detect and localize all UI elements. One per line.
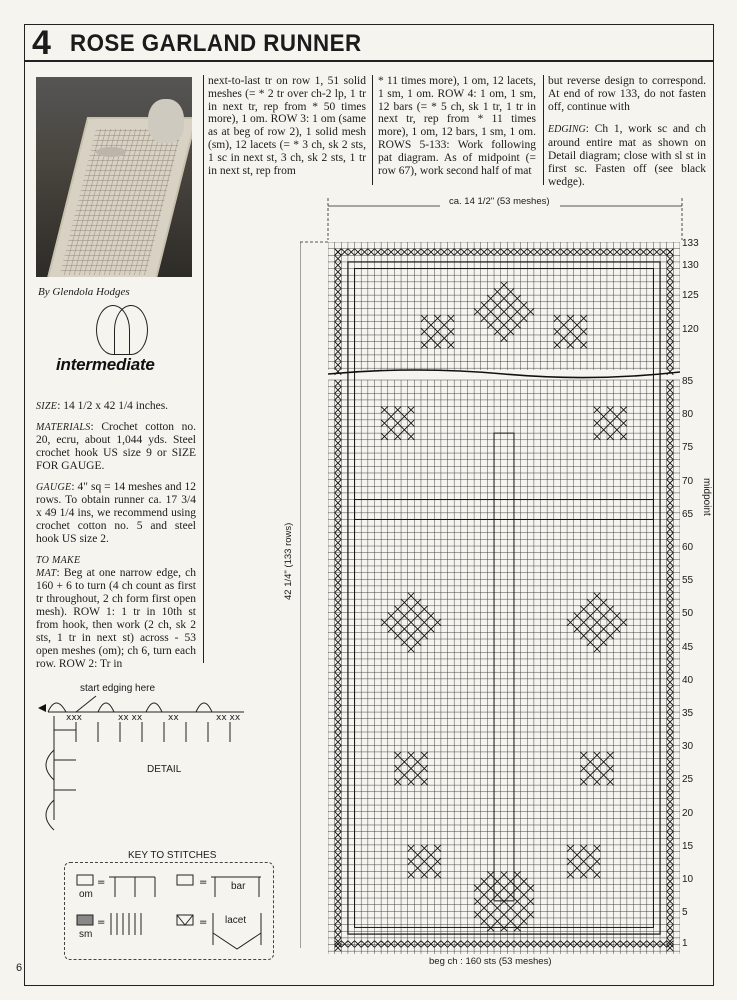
key-title: KEY TO STITCHES <box>128 850 217 861</box>
column-divider <box>543 75 544 185</box>
skill-level: intermediate <box>56 355 155 374</box>
row-label: 80 <box>682 409 694 421</box>
photo-teapot <box>148 99 184 143</box>
row-label: 130 <box>682 260 699 271</box>
chart-width-label: ca. 14 1/2" (53 meshes) <box>445 196 554 207</box>
row-label: 40 <box>682 674 694 686</box>
page-number: 6 <box>16 962 23 974</box>
detail-label: DETAIL <box>147 764 182 775</box>
runner-photo <box>36 77 192 277</box>
row-label: 1 <box>682 938 688 949</box>
row-label: 65 <box>682 508 694 520</box>
instructions-column-2: next-to-last tr on row 1, 51 solid meshes (= * 2 tr over ch-2 lp, 1 tr in next tr, rep from * 50 times more), 1 om. ROW 3: 1 om (same as at beg of row 2), 1 solid mesh (sm), 12 lacets (= * 3 ch, sk 2 sts, 1 sc in next st, 3 ch, sk 2 sts, 1 tr in next st, rep from <box>208 75 366 177</box>
key-bar-label: bar <box>231 881 246 892</box>
svg-text:xx: xx <box>168 713 179 723</box>
to-make-paragraph: TO MAKE MAT: Beg at one narrow edge, ch 160 + 6 to turn (4 ch count as first tr throughout, 2 ch form first open mesh). ROW 1: 1 tr in 10th st from hook, then work (2 ch, sk 2 sts, 1 tr in next st) across - 53 open meshes (om); ch 6, turn each row. ROW 2: Tr in <box>36 555 196 670</box>
svg-text:=: = <box>199 877 208 888</box>
row-label: 75 <box>682 442 694 454</box>
row-label: 15 <box>682 840 694 852</box>
key-sm-label: sm <box>79 929 93 940</box>
size-paragraph: SIZE: 14 1/2 x 42 1/4 inches. <box>36 400 169 412</box>
row-label: 85 <box>682 376 694 387</box>
instructions-column-3: * 11 times more), 1 om, 12 lacets, 1 sm, 1 om. ROW 4: 1 om, 1 sm, 12 bars (= * 5 ch, sk 1 tr, 1 tr in next tr, rep from * 11 times more), 1 om, 12 bars, 1 sm, 1 om. ROWS 5-133: Work following pat diagram. As of midpoint (= row 67), work second half of mat <box>378 75 536 177</box>
stitch-key-symbols <box>65 863 275 961</box>
row-label: 50 <box>682 608 694 620</box>
row-label: 55 <box>682 575 694 587</box>
row-label: 45 <box>682 641 694 653</box>
pattern-title: ROSE GARLAND RUNNER <box>70 30 362 57</box>
svg-text:=: = <box>97 877 106 888</box>
svg-text:xxx: xxx <box>66 713 82 723</box>
midpoint-label: midpoint <box>701 478 712 516</box>
svg-text:xx xx: xx xx <box>118 713 143 723</box>
article-header <box>24 24 714 62</box>
pattern-number: 4 <box>32 24 51 62</box>
row-label: 20 <box>682 807 694 819</box>
key-lacet-label: lacet <box>225 915 247 926</box>
row-label: 25 <box>682 774 694 786</box>
row-label: 30 <box>682 741 694 753</box>
row-label: 10 <box>682 874 694 885</box>
row-label: 60 <box>682 542 694 553</box>
badge-loop-icon <box>114 305 148 355</box>
key-om-label: om <box>79 889 93 900</box>
row-label: 133 <box>682 238 699 249</box>
row-label: 70 <box>682 475 694 487</box>
filet-crochet-chart <box>328 242 680 954</box>
svg-text:=: = <box>97 917 106 928</box>
edging-detail-diagram <box>36 690 256 850</box>
chart-height-label: 42 1/4" (133 rows) <box>283 522 294 600</box>
row-label: 120 <box>682 324 699 335</box>
start-edging-label: start edging here <box>80 683 156 694</box>
gauge-paragraph: GAUGE: 4" sq = 14 meshes and 12 rows. To obtain runner ca. 17 3/4 x 49 1/4 ins, we recommend using crochet cotton no. 5 and steel hook US size 2. <box>36 481 196 545</box>
photo-cup <box>96 147 126 157</box>
svg-text:xx xx: xx xx <box>216 713 241 723</box>
designer-byline: By Glendola Hodges <box>38 286 130 298</box>
column-divider <box>203 75 204 663</box>
row-label: 125 <box>682 290 699 301</box>
materials-paragraph: MATERIALS: Crochet cotton no. 20, ecru, about 1,044 yds. Steel crochet hook US size 9 or SIZE FOR GAUGE. <box>36 421 196 472</box>
instructions-column-4: but reverse design to correspond. At end of row 133, do not fasten off, continue with EDGING: Ch 1, work sc and ch around entire mat as shown on Detail diagram; close with sl st in first sc. Fasten off (see black wedge). <box>548 75 706 188</box>
skill-level-badge <box>50 305 190 395</box>
svg-text:=: = <box>199 917 208 928</box>
stitch-key <box>64 862 274 960</box>
row-label: 5 <box>682 907 688 919</box>
instructions-column-1 <box>36 400 196 679</box>
column-divider <box>372 75 373 185</box>
row-label: 35 <box>682 708 694 719</box>
beginning-chain-label: beg ch : 160 sts (53 meshes) <box>425 956 556 967</box>
